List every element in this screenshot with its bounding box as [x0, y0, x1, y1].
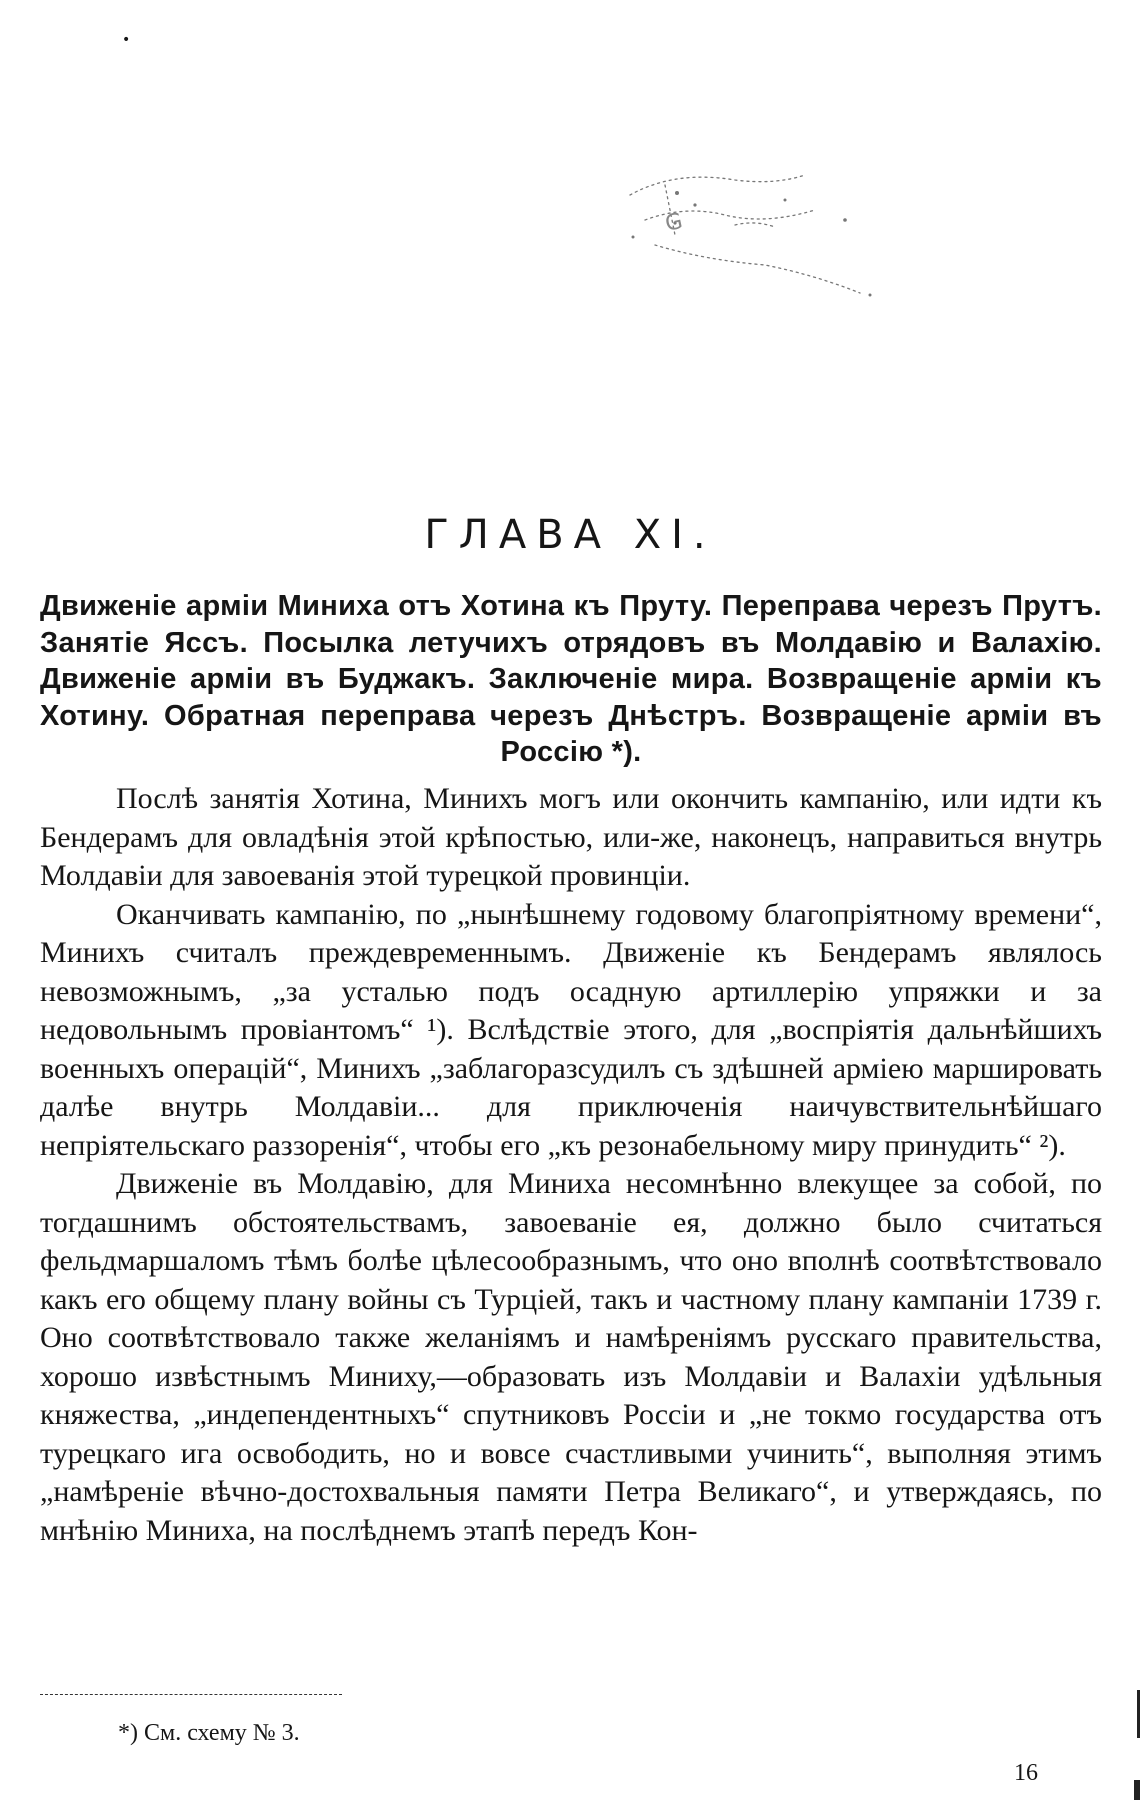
faded-library-stamp-icon: [615, 165, 975, 315]
paragraph: Движеніе въ Молдавію, для Миниха несомнѣнно влекущее за собой, по тогдашнимъ обстоятельствамъ, завоеваніе ея, должно было считаться фельдмаршаломъ тѣмъ болѣе цѣлесообразнымъ, что оно вполнѣ соотвѣтствовало какъ его общему плану войны съ Турціей, такъ и частному плану кампаніи 1739 г. Оно соотвѣтствовало также желаніямъ и намѣреніямъ русскаго правительства, хорошо извѣстнымъ Миниху,—образовать изъ Молдавіи и Валахіи удѣльныя княжества, „индепендентныхъ“ спутниковъ Россіи и „не токмо государства отъ турецкаго ига освободить, но и вовсе счастливыми учинить“, выполняя этимъ „намѣреніе вѣчно-достохвальныя памяти Петра Великаго“, и утверждаясь, по мнѣнію Миниха, на послѣднемъ этапѣ передъ Кон-: [40, 1167, 1102, 1547]
footnote: *) См. схему № 3.: [118, 1720, 300, 1746]
paragraph: Оканчивать кампанію, по „нынѣшнему годовому благопріятному времени“, Минихъ считалъ преждевременнымъ. Движеніе къ Бендерамъ являлось невозможнымъ, „за усталью подъ осадную артиллерію упряжки и за недовольнымъ провіантомъ“ ¹). Вслѣдствіе этого, для „воспріятія дальнѣйшихъ военныхъ операцій“, Минихъ „заблагоразсудилъ съ здѣшней арміею маршировать далѣе внутрь Молдавіи... для приключенія наичувствительнѣйшаго непріятельскаго раззоренія“, чтобы его „къ резонабельному миру принудить“ ²).: [40, 897, 1102, 1162]
chapter-summary: Движеніе арміи Миниха отъ Хотина къ Пруту. Переправа черезъ Прутъ. Занятіе Яссъ. Посылка летучихъ отрядовъ въ Молдавію и Валахію. Движеніе арміи въ Буджакъ. Заключеніе мира. Возвращеніе арміи къ Хотину. Обратная переправа черезъ Днѣстръ. Возвращеніе арміи въ Россію *).: [40, 590, 1102, 768]
footnote-divider: [40, 1694, 342, 1695]
stray-mark-icon: •: [122, 32, 131, 48]
paragraph: Послѣ занятія Хотина, Минихъ могъ или окончить кампанію, или идти къ Бендерамъ для овладѣнія этой крѣпостью, или-же, наконецъ, направиться внутрь Молдавіи для завоеванія этой турецкой провинціи.: [40, 782, 1102, 892]
scan-edge-mark: [1134, 1780, 1140, 1800]
chapter-heading: ГЛАВА XI.: [424, 512, 716, 558]
body-text: [40, 780, 1102, 1550]
svg-text:G: G: [663, 208, 685, 237]
page-number: 16: [1014, 1760, 1038, 1786]
